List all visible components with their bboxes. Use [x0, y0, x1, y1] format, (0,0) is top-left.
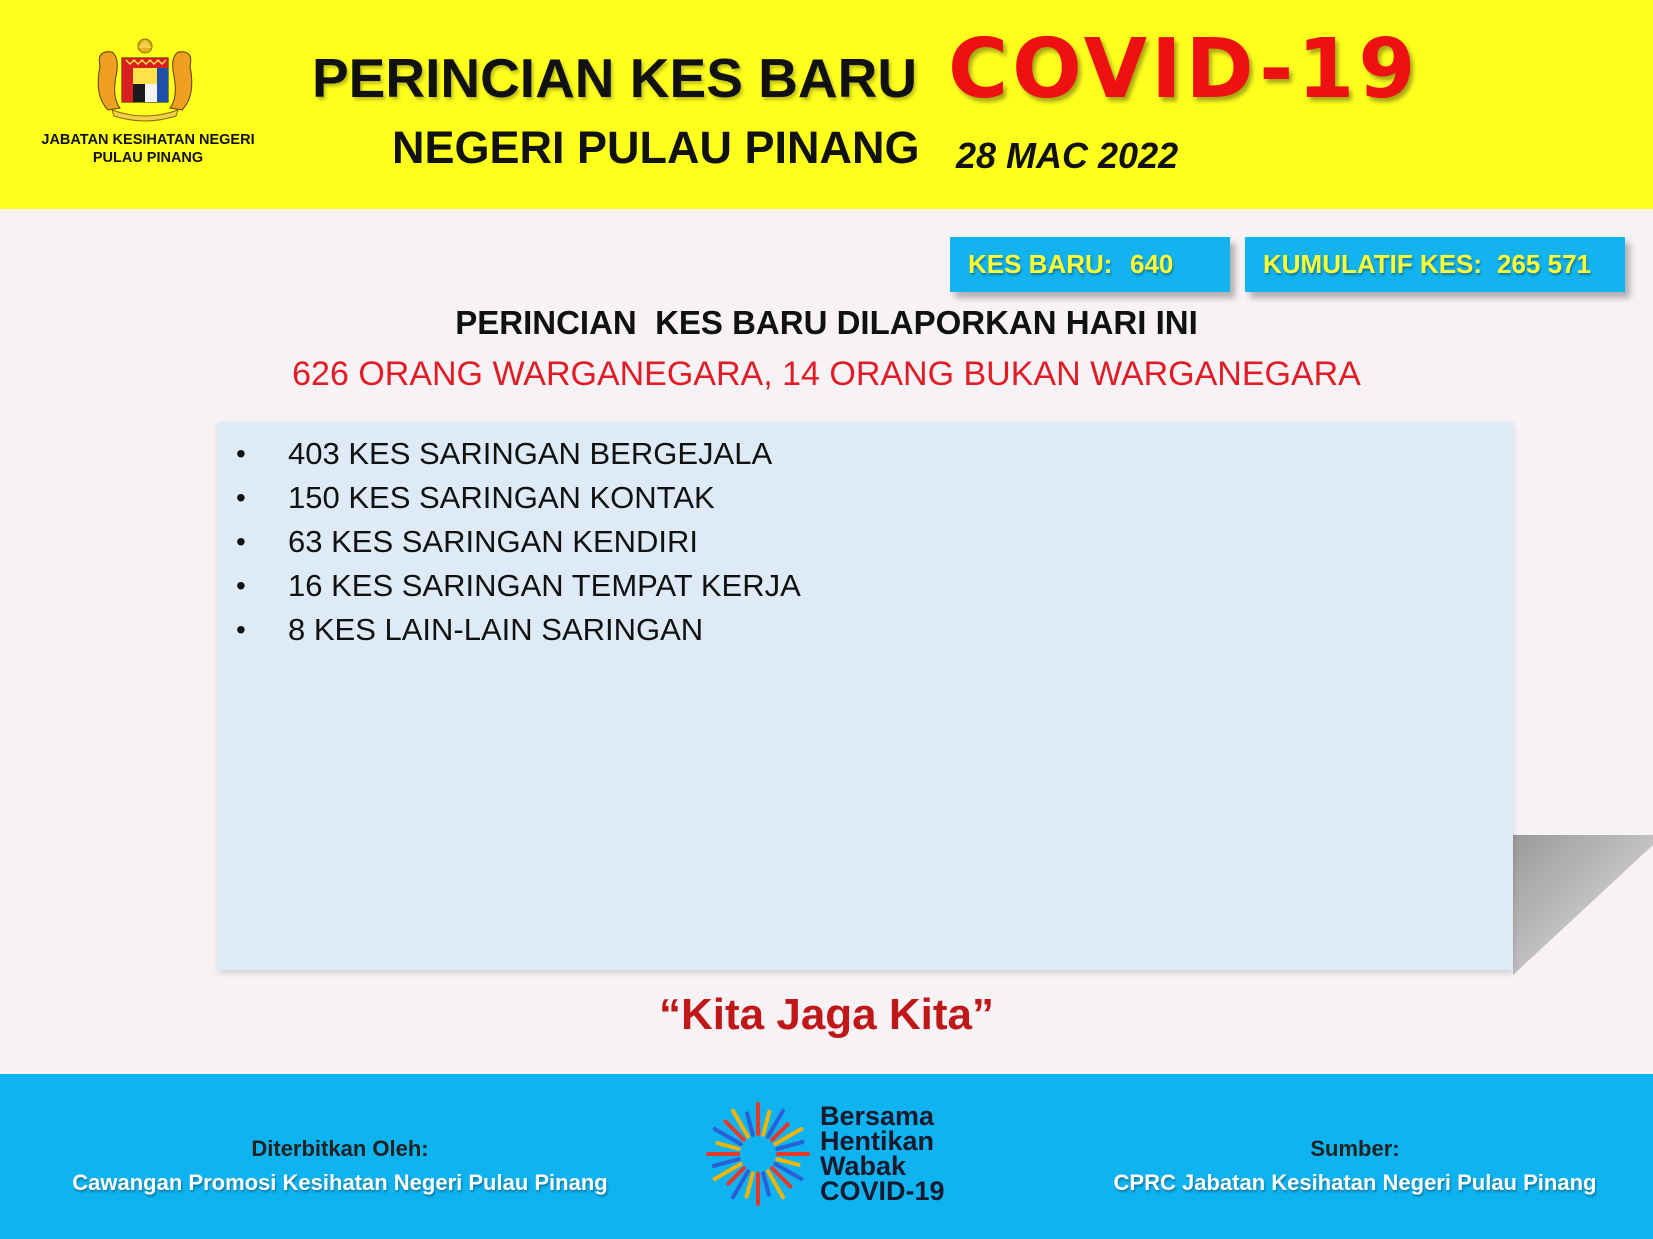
- agency-name-line2: PULAU PINANG: [92, 150, 204, 166]
- decorative-shadow: [1500, 835, 1653, 975]
- list-item-text: 8 KES LAIN-LAIN SARINGAN: [288, 612, 704, 647]
- covid-title: COVID-19: [948, 22, 1420, 117]
- source-name: CPRC Jabatan Kesihatan Negeri Pulau Pinang: [1113, 1170, 1597, 1195]
- bullet-icon: •: [236, 614, 246, 645]
- cumulative-cases-badge: [1245, 237, 1625, 292]
- list-item-text: 150 KES SARINGAN KONTAK: [288, 480, 715, 515]
- bullet-icon: •: [236, 570, 246, 601]
- bullet-icon: •: [236, 482, 246, 513]
- bullet-icon: •: [236, 526, 246, 557]
- new-cases-badge: [950, 237, 1230, 292]
- list-item-text: 16 KES SARINGAN TEMPAT KERJA: [288, 568, 801, 603]
- summary-heading: PERINCIAN KES BARU DILAPORKAN HARI INI: [455, 304, 1198, 341]
- bullet-icon: •: [236, 438, 246, 469]
- slogan: “Kita Jaga Kita”: [659, 990, 994, 1039]
- source-label: Sumber:: [1310, 1136, 1400, 1161]
- case-breakdown-panel: [218, 422, 1513, 970]
- cumulative-cases-label: KUMULATIF KES:: [1263, 249, 1483, 279]
- starburst-logo-icon: [702, 1098, 814, 1210]
- citizenship-breakdown: 626 ORANG WARGANEGARA, 14 ORANG BUKAN WARGANEGARA: [292, 355, 1361, 393]
- publisher-block: [40, 1132, 640, 1200]
- coat-of-arms-icon: [86, 36, 204, 122]
- header-banner: [0, 0, 1653, 209]
- publisher-name: Cawangan Promosi Kesihatan Negeri Pulau Pinang: [72, 1170, 608, 1195]
- campaign-line-2: Hentikan: [820, 1126, 935, 1156]
- cumulative-cases-value: 265 571: [1497, 249, 1591, 279]
- list-item-text: 63 KES SARINGAN KENDIRI: [288, 524, 699, 559]
- source-block: [1080, 1132, 1630, 1200]
- footer-banner: [0, 1074, 1653, 1239]
- page-title: PERINCIAN KES BARU: [312, 47, 918, 109]
- publisher-label: Diterbitkan Oleh:: [251, 1136, 429, 1161]
- agency-name-line1: JABATAN KESIHATAN NEGERI: [41, 132, 255, 148]
- report-date: 28 MAC 2022: [956, 135, 1179, 176]
- agency-name: [18, 131, 278, 167]
- list-item-text: 403 KES SARINGAN BERGEJALA: [288, 436, 773, 471]
- new-cases-value: 640: [1130, 249, 1174, 279]
- new-cases-label: KES BARU:: [968, 249, 1113, 279]
- campaign-text: [820, 1101, 945, 1206]
- campaign-line-1: Bersama: [820, 1101, 935, 1131]
- campaign-line-4: COVID-19: [820, 1176, 945, 1206]
- state-title: NEGERI PULAU PINANG: [392, 122, 920, 173]
- campaign-line-3: Wabak: [820, 1151, 907, 1181]
